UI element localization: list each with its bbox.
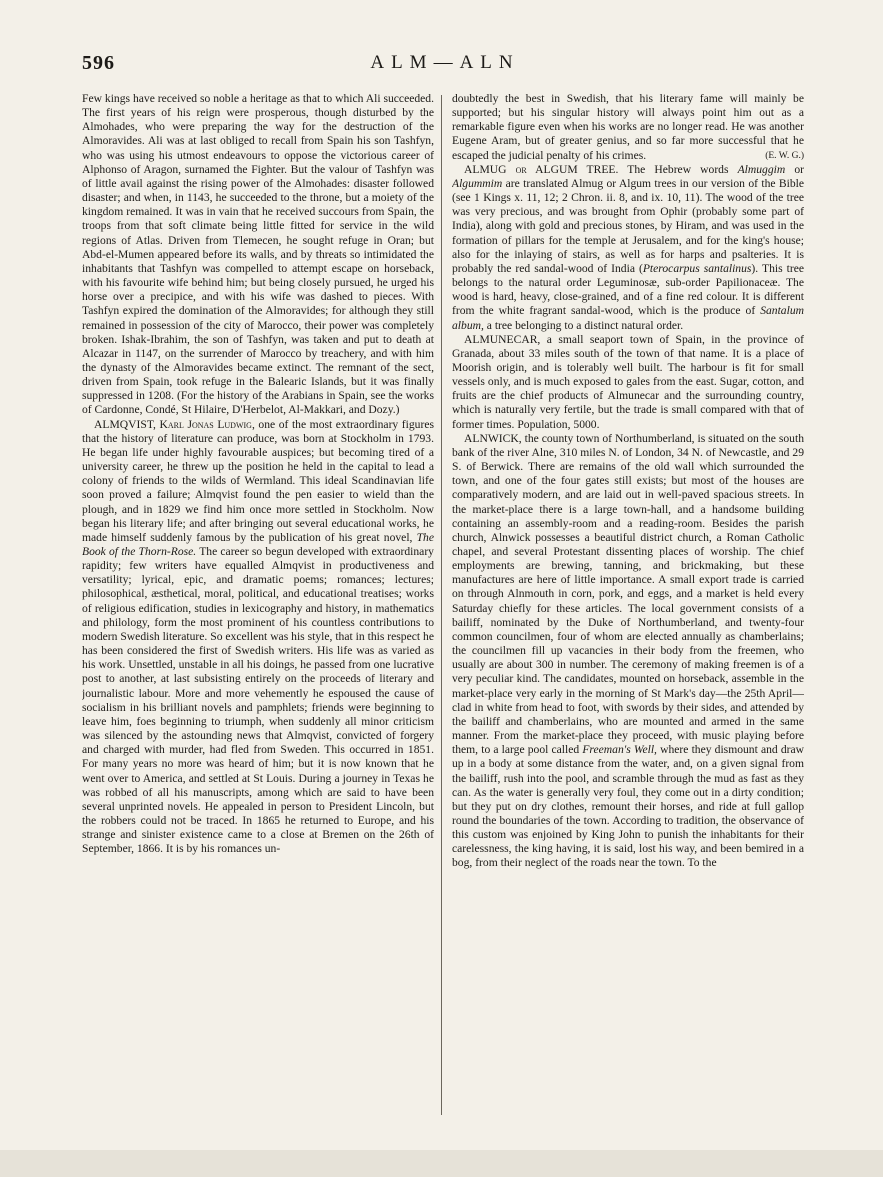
right-column (452, 92, 804, 1142)
page-bottom-margin (0, 1150, 883, 1177)
almqvist-novel-title: The Book of the Thorn-Rose. (82, 530, 434, 558)
page-header (0, 52, 883, 82)
almug-text-4: a tree belonging to a distinct natural order. (483, 318, 684, 332)
page-number: 596 (82, 52, 115, 74)
almug-text-2: are translated Almug or Algum trees in our version of the Bible (see 1 Kings x. 11, 12; 2 Chron. ii. 8, and ix. 10, 11). The wood of the tree was very precious, and was brought from Ophir (probably some part of India), along with gold and precious stones, by Hiram, and was used in the formation of pillars for the temple at Jerusalem, and for the king's house; also for the inlaying of stairs, as well as for harps and psalteries. It is probably the red sandal-wood of India ( (452, 176, 804, 275)
author-signature: (E. W. G.) (765, 150, 804, 161)
almug-hebrew-word-1: Almuggim (737, 162, 786, 176)
alnwick-pool-name: Freeman's Well, (582, 743, 657, 757)
almug-hebrew-word-2: Algummim (452, 176, 503, 190)
left-column (82, 92, 434, 1142)
article-alnwick (452, 432, 804, 871)
almqvist-continuation-text: doubtedly the best in Swedish, that his literary fame will mainly be supported; but his singular history will always point him out as a remarkable figure even when his works are no longer read. He was another Eugene Aram, but of greater genius, and so far more successful that he escaped the judicial penalty of his crimes. (452, 92, 804, 162)
almunecar-text: a small seaport town of Spain, in the province of Granada, about 33 miles south of the town of that name. It is a place of Moorish origin, and is tolerably well built. The harbour is fit for small vessels only, and is much exposed to gales from the east. Sugar, cotton, and fruits are the chief products of Almunecar and the surrounding country, which is naturally very fertile, but the trade is small compared with that of former times. Population, 5000. (452, 332, 804, 431)
almug-text-1: The Hebrew words (618, 162, 738, 176)
headword-almqvist: ALMQVIST, (94, 417, 156, 431)
almug-species-1: Pterocarpus santalinus (642, 261, 752, 275)
article-almqvist (82, 418, 434, 857)
almug-text-3: ). This tree belongs to the natural order Leguminosæ, sub-order Papilionaceæ. The wood is hard, heavy, close-grained, and of a fine red colour. It is different from the white fragrant sandal-wood, which is the produce of (452, 261, 804, 318)
almqvist-full-name: Karl Jonas Ludwig, (159, 417, 255, 431)
article-almug (452, 163, 804, 333)
alnwick-text-2: where they dismount and draw up in a body at some distance from the water, and, on a given signal from the bailiff, rush into the pool, and scramble through the mud as fast as they can. As the water is generally very foul, they come out in a dirty condition; but they put on dry clothes, remount their horses, and ride at full gallop round the boundaries of the town. According to tradition, the observance of this custom was enjoined by King John to punish the inhabitants for their carelessness, the king having, it is said, lost his way, and been bemired in a bog, from their neglect of the roads near the town. To the (452, 743, 804, 870)
alnwick-text-1: the county town of Northumberland, is situated on the south bank of the river Alne, 310 miles N. of London, 34 N. of Newcastle, and 29 S. of Berwick. There are remains of the old wall which surrounded the town, and one of the four gates still exists; but most of the houses are comparatively modern, and are laid out in well-paved spacious streets. In the market-place there is a large town-hall, and a handsome building containing an assembly-room and a reading-room. Besides the parish church, Alnwick possesses a beautiful district church, a Roman Catholic chapel, and several Protestant dissenting places of worship. The chief employments are brewing, tanning, and brickmaking, but these manufactures are here of little importance. A small export trade is carried on through Alnmouth in corn, pork, and eggs, and a market is held every Saturday chiefly for these articles. The local government consists of a bailiff, nominated by the Duke of Northumberland, and twenty-four common councilmen, four of whom are elected annually as chamberlains; the councilmen fill up vacancies in their body from the freemen, who usually are about 300 in number. The ceremony of making freemen is of a very peculiar kind. The candidates, mounted on horseback, assemble in the market-place very early in the morning of St Mark's day—the 25th April—clad in white from head to foot, with swords by their sides, and attended by the bailiff and chamberlains, who are mounted and armed in the same manner. From the market-place they proceed, with music playing before them, to a large pool called (452, 431, 804, 757)
headword-alnwick: ALNWICK, (464, 431, 522, 445)
almqvist-text-2: The career so begun developed with extraordinary rapidity; few writers have equalled Almqvist in productiveness and versatility; lyrical, epic, and dramatic poems; romances; lectures; philosophical, æsthetical, moral, political, and educational treatises; works of religious edification, studies in lexicography and history, in mathematics and philology, form the most prominent of his countless contributions to modern Swedish literature. So excellent was his style, that in this respect he has been considered the first of Swedish writers. His life was as varied as his work. Unsettled, unstable in all his doings, he passed from one lucrative post to another, at last subsisting entirely on the proceeds of literary and journalistic labour. More and more vehemently he espoused the cause of socialism in his brilliant novels and pamphlets; friends were beginning to leave him, foes beginning to triumph, when suddenly all minor criticism was silenced by the astounding news that Almqvist, convicted of forgery and charged with murder, had fled from Sweden. This occurred in 1851. For many years no more was heard of him; but it is now known that he went over to America, and settled at St Louis. During a journey in Texas he was robbed of all his manuscripts, among which are said to have been several unprinted novels. He appealed in person to President Lincoln, but the robbers could not be traced. In 1865 he returned to Europe, and his strange and sinister existence came to a close at Bremen on the 26th of September, 1866. It is by his romances un- (82, 545, 434, 856)
almqvist-text-1: one of the most extraordinary figures that the history of literature can produce, was born at Stockholm in 1793. He began life under highly favourable auspices; but becoming tired of a university career, he threw up the position he held in the capital to lead a colony of friends to the wilds of Wermland. This ideal Scandinavian life soon proved a failure; Almqvist found the pen easier to wield than the plough, and in 1829 we find him once more settled in Stockholm. Now began his literary life; and after bringing out several educational works, he made himself suddenly famous by the publication of his great novel, (82, 417, 434, 544)
running-title: ALM—ALN (370, 52, 520, 73)
almqvist-continuation (452, 92, 804, 163)
headword-almunecar: ALMUNECAR, (464, 332, 541, 346)
paragraph-almoravides: Few kings have received so noble a heritage as that to which Ali succeeded. The first years of his reign were prosperous, though disturbed by the Almohades, who were preparing the way for the destruction of the Almoravides. Ali was at last obliged to recall from Spain his son Tashfyn, who was using his utmost endeavours to oppose the victorious career of Alphonso of Aragon, surnamed the Fighter. But the valour of Tashfyn was of little avail against the rising power of the Almohades: disaster followed disaster; and when, in 1143, he succeeded to the throne, but a moiety of the kingdom remained. It was in vain that he received succours from Spain, the troops from that soft climate being little fitted for service in the wild regions of Atlas. Driven from Tlemecen, he sought refuge in Oran; but Abd-el-Mumen appeared before its walls, and by threats so intimidated the inhabitants that Tashfyn was compelled to attempt escape on horseback, with his favourite wife behind him; but being closely pursued, he urged his horse over a precipice, and with his wife was dashed to pieces. With Tashfyn expired the domination of the Almoravides; for although they still remained in possession of the city of Marocco, their power was completely broken. Ishak-Ibrahim, the son of Tashfyn, was taken and put to death at Alcazar in 1147, on the surrender of Marocco by treachery, and with him the dynasty of the Almoravides became extinct. The remnant of the sect, driven from Spain, took refuge in the Balearic Islands, but it was finally suppressed in 1208. (For the history of the Arabians in Spain, see the works of Cardonne, Condé, St Hilaire, D'Herbelot, Al-Makkari, and Dozy.) (82, 92, 434, 417)
almug-species-2: Santalum album, (452, 304, 804, 332)
headword-almug: ALMUG or ALGUM TREE. (464, 162, 619, 176)
almug-or: or (785, 162, 804, 176)
article-almunecar (452, 333, 804, 432)
column-divider (441, 95, 442, 1115)
